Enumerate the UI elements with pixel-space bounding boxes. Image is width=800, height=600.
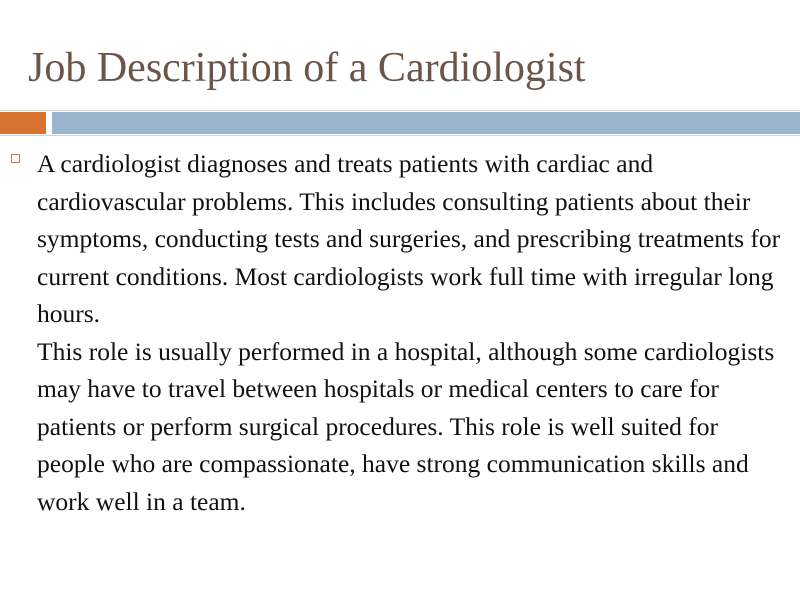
slide-title: Job Description of a Cardiologist bbox=[28, 45, 586, 91]
divider-top-line bbox=[0, 110, 800, 111]
divider-band bbox=[52, 112, 800, 134]
divider-bottom-line bbox=[0, 135, 800, 136]
bullet-item bbox=[10, 145, 790, 520]
body-paragraph: This role is usually performed in a hospital, although some cardiologists may have to travel between hospitals or medical centers to care for patients or perform surgical procedures. This role is well suited for people who are compassionate, have strong communication skills and work well in a team. bbox=[37, 336, 775, 516]
divider-accent-block bbox=[0, 112, 46, 134]
title-divider bbox=[0, 110, 800, 136]
slide-body bbox=[10, 145, 790, 520]
hollow-square-bullet-icon bbox=[11, 154, 20, 163]
body-paragraph: A cardiologist diagnoses and treats patients with cardiac and cardiovascular problems. This includes consulting patients about their symptoms, conducting tests and surgeries, and prescribing treatments for current conditions. Most cardiologists work full time with irregular long hours. bbox=[37, 149, 781, 328]
